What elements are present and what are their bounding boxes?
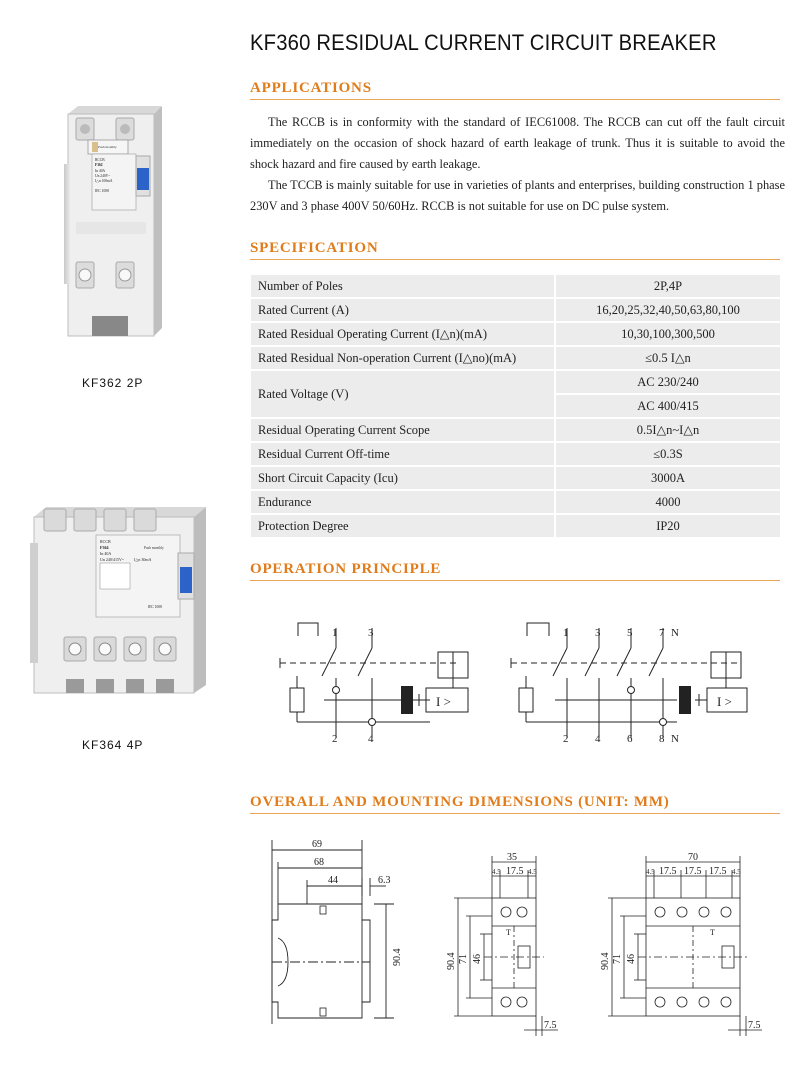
dimension-label: 71 [458, 954, 469, 964]
terminal-label: 4 [368, 733, 374, 745]
kf362-face-line: In 40A [95, 169, 106, 173]
spec-label: Rated Voltage (V) [251, 370, 555, 418]
table-row [251, 442, 780, 466]
kf362-handle [137, 168, 149, 190]
spec-label: Endurance [251, 490, 555, 514]
kf362-face-line: RCCB [95, 158, 105, 162]
spec-value: AC 230/240 [555, 370, 780, 394]
spec-label: Rated Current (A) [251, 298, 555, 322]
table-row [251, 298, 780, 322]
four-pole-circuit-diagram [505, 618, 755, 748]
dimension-label: 7.5 [544, 1020, 557, 1031]
kf362-product-image [62, 104, 174, 344]
spec-value: 3000A [555, 466, 780, 490]
table-row [251, 418, 780, 442]
terminal-label: 4 [595, 733, 601, 745]
dimension-label: 17.5 [506, 866, 524, 877]
applications-heading: APPLICATIONS [250, 80, 780, 100]
table-row [251, 490, 780, 514]
dimension-label: 35 [507, 852, 517, 863]
dimension-label: 68 [314, 857, 324, 868]
dimension-label: 7.5 [748, 1020, 761, 1031]
dimension-label: 17.5 [684, 866, 702, 877]
terminal-label: 5 [627, 627, 633, 639]
table-row [251, 466, 780, 490]
kf362-face-line: F362 [95, 163, 103, 167]
kf364-standard: IEC 1008 [148, 605, 162, 609]
side-view-dimension-drawing [262, 834, 412, 1034]
specification-heading: SPECIFICATION [250, 240, 780, 260]
table-row [251, 275, 780, 298]
spec-label: Residual Current Off-time [251, 442, 555, 466]
dimension-label: 44 [328, 875, 338, 886]
kf364-face-line: F364 [100, 545, 109, 550]
kf364-face-line: In 40A [100, 551, 112, 556]
dimension-label: 69 [312, 839, 322, 850]
spec-value: IP20 [555, 514, 780, 538]
dimension-label: 90.4 [446, 952, 457, 970]
kf362-face-line: Un 240V~ [95, 174, 111, 178]
kf362-face-line: I△n 100mA [95, 179, 113, 183]
dimension-label: 46 [626, 954, 637, 964]
kf364-push-label: Push monthly [144, 546, 164, 550]
dimension-label: 71 [612, 954, 623, 964]
spec-label: Number of Poles [251, 275, 555, 298]
terminal-label: 3 [595, 627, 601, 639]
spec-value: AC 400/415 [555, 394, 780, 418]
dimension-label: 4.5 [732, 868, 741, 876]
spec-label: Rated Residual Non-operation Current (I△no)(mA) [251, 346, 555, 370]
spec-label: Residual Operating Current Scope [251, 418, 555, 442]
table-row [251, 322, 780, 346]
kf364-product-image [30, 503, 210, 699]
terminal-label: 1 [332, 627, 338, 639]
spec-value: 2P,4P [555, 275, 780, 298]
terminal-label: 7 [659, 627, 665, 639]
spec-value: 4000 [555, 490, 780, 514]
spec-value: ≤0.3S [555, 442, 780, 466]
kf362-push-label: Push monthly [98, 145, 117, 149]
kf364-face-line: I△n 30mA [134, 557, 152, 562]
two-pole-relay-label: I > [436, 694, 451, 709]
table-row [251, 346, 780, 370]
spec-label: Short Circuit Capacity (Icu) [251, 466, 555, 490]
page-title: KF360 RESIDUAL CURRENT CIRCUIT BREAKER [250, 30, 717, 55]
spec-label: Rated Residual Operating Current (I△n)(mA) [251, 322, 555, 346]
table-row [251, 514, 780, 538]
table-row [251, 370, 780, 394]
terminal-label: 1 [563, 627, 569, 639]
four-pole-relay-label: I > [717, 694, 732, 709]
dimension-label: 4.5 [646, 868, 655, 876]
dimensions-heading: OVERALL AND MOUNTING DIMENSIONS (UNIT: MM) [250, 794, 780, 814]
dimension-label: 17.5 [659, 866, 677, 877]
kf364-face-line: RCCB [100, 539, 111, 544]
dimension-label: 17.5 [709, 866, 727, 877]
kf364-caption: KF364 4P [82, 738, 144, 752]
operation-heading: OPERATION PRINCIPLE [250, 561, 780, 581]
spec-value: ≤0.5 I△n [555, 346, 780, 370]
dimension-label: 46 [472, 954, 483, 964]
terminal-label: 6 [627, 733, 633, 745]
dimension-label: 70 [688, 852, 698, 863]
spec-value: 0.5I△n~I△n [555, 418, 780, 442]
test-button-mark: T [506, 928, 511, 937]
dimension-label: 4.5 [492, 868, 501, 876]
dimension-label: 6.3 [378, 875, 391, 886]
applications-paragraph-2: The TCCB is mainly suitable for use in varieties of plants and enterprises, building construction 1 phase 230V and 3 phase 400V 50/60Hz. RCCB is not suitable for use on DC pulse system. [250, 178, 785, 213]
applications-paragraph-1: The RCCB is in conformity with the standard of IEC61008. The RCCB can cut off the fault circuit immediately on the occasion of shock hazard of earth leakage of trunk. Thus it is suitable to avoid the shock hazard and fire caused by earth leakage. [250, 115, 785, 171]
kf362-standard: IEC 1008 [95, 189, 109, 193]
kf364-face-line: Un 240/415V~ [100, 557, 125, 562]
dimension-label: 90.4 [600, 952, 611, 970]
kf364-handle [180, 567, 192, 593]
dimension-label: 90.4 [392, 948, 403, 966]
terminal-label: 2 [332, 733, 338, 745]
terminal-label: 3 [368, 627, 374, 639]
two-pole-circuit-diagram [270, 618, 480, 748]
kf362-caption: KF362 2P [82, 376, 144, 390]
spec-value: 10,30,100,300,500 [555, 322, 780, 346]
dimension-label: 4.5 [528, 868, 537, 876]
terminal-label: 8 [659, 733, 665, 745]
test-button-mark: T [710, 928, 715, 937]
spec-label: Protection Degree [251, 514, 555, 538]
terminal-label: N [671, 627, 679, 639]
front-view-4p-dimension-drawing [598, 852, 768, 1040]
front-view-2p-dimension-drawing [444, 852, 564, 1040]
specification-table [251, 275, 780, 539]
spec-value: 16,20,25,32,40,50,63,80,100 [555, 298, 780, 322]
terminal-label: N [671, 733, 679, 745]
terminal-label: 2 [563, 733, 569, 745]
